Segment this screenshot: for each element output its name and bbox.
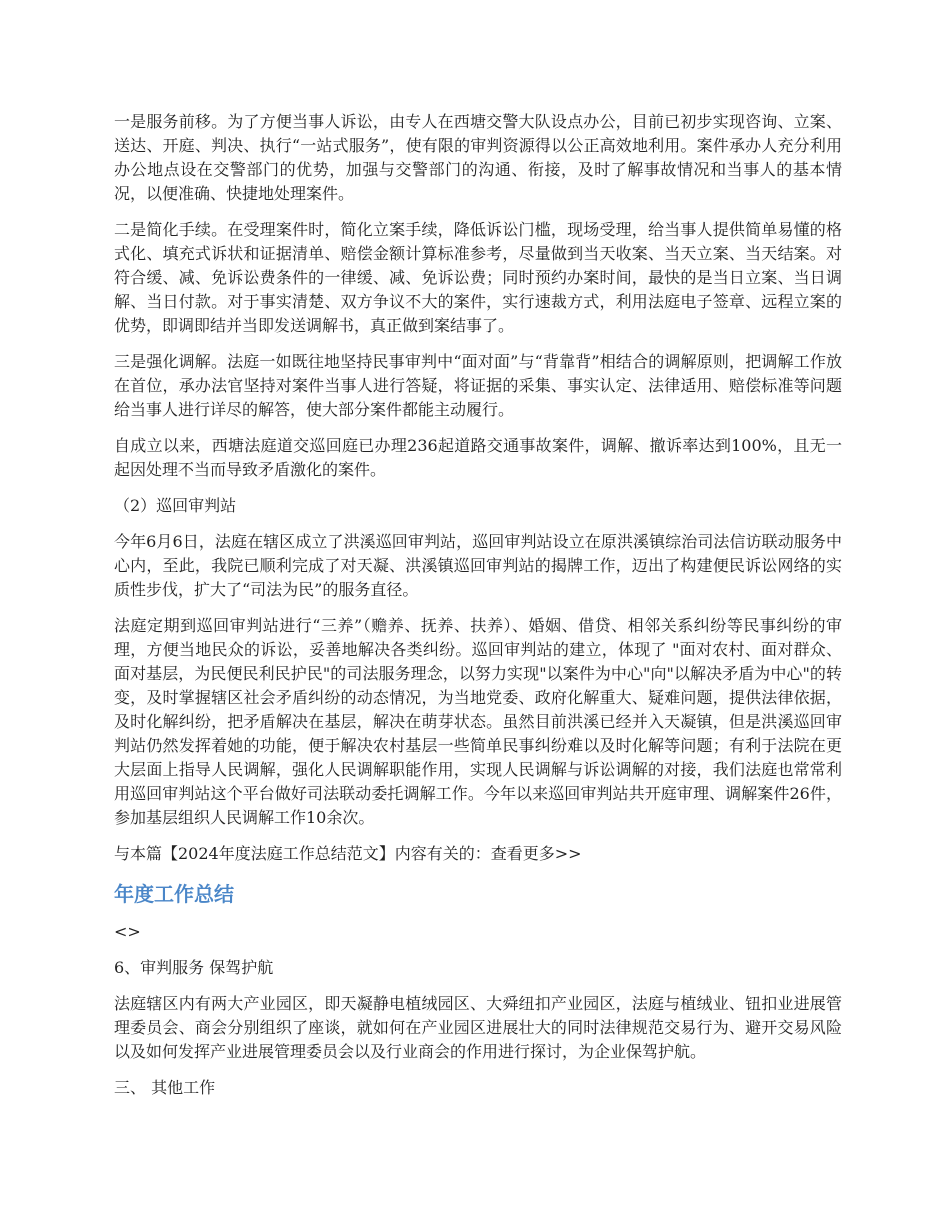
subheading-trial-service: 6、审判服务 保驾护航 [114,958,274,977]
paragraph-service-forward: 一是服务前移。为了方便当事人诉讼，由专人在西塘交警大队设点办公，目前已初步实现咨询、立案、送达、开庭、判决、执行“一站式服务”，使有限的审判资源得以公正高效地利用。案件承办人充分利用办公地点设在交警部门的优势，加强与交警部门的沟通、衔接，及时了解事故情况和当事人的基本情况，以便准确、快捷地处理案件。 [114,112,842,203]
placeholder-line: <> [114,922,141,941]
paragraph-simplify-procedures: 二是简化手续。在受理案件时，简化立案手续，降低诉讼门槛，现场受理，给当事人提供简单易懂的格式化、填充式诉状和证据清单、赔偿金额计算标准参考，尽量做到当天收案、当天立案、当天结案。对符合缓、减、免诉讼费条件的一律缓、减、免诉讼费；同时预约办案时间，最快的是当日立案、当日调解、当日付款。对于事实清楚、双方争议不大的案件，实行速裁方式，利用法庭电子签章、远程立案的优势，即调即结并当即发送调解书，真正做到案结事了。 [114,220,842,335]
paragraph-strengthen-mediation: 三是强化调解。法庭一如既往地坚持民事审判中“面对面”与“背靠背”相结合的调解原则，把调解工作放在首位，承办法官坚持对案件当事人进行答疑，将证据的采集、事实认定、法律适用、赔偿标准等问题给当事人进行详尽的解答，使大部分案件都能主动履行。 [114,352,842,419]
paragraph-since-establishment: 自成立以来，西塘法庭道交巡回庭已办理236起道路交通事故案件，调解、撤诉率达到100%，且无一起因处理不当而导致矛盾激化的案件。 [114,436,842,479]
document-page [114,110,842,1112]
section-heading-annual-summary[interactable]: 年度工作总结 [114,882,234,906]
paragraph-circuit-trials: 法庭定期到巡回审判站进行“三养”（赡养、抚养、扶养）、婚姻、借贷、相邻关系纠纷等民事纠纷的审理，方便当地民众的诉讼，妥善地解决各类纠纷。巡回审判站的建立，体现了 "面对农村、面对群众、面对基层，为民便民利民护民"的司法服务理念，以努力实现"以案件为中心"向"以解决矛盾为中心"的转变，及时掌握辖区社会矛盾纠纷的动态情况，为当地党委、政府化解重大、疑难问题，提供法律依据，及时化解纠纷，把矛盾解决在基层，解决在萌芽状态。虽然目前洪溪已经并入天凝镇，但是洪溪巡回审判站仍然发挥着她的功能，便于解决农村基层一些简单民事纠纷难以及时化解等问题；有利于法院在更大层面上指导人民调解，强化人民调解职能作用，实现人民调解与诉讼调解的对接，我们法庭也常常利用巡回审判站这个平台做好司法联动委托调解工作。今年以来巡回审判站共开庭审理、调解案件26件，参加基层组织人民调解工作10余次。 [114,616,842,827]
subheading-circuit-station: （2）巡回审判站 [114,496,237,515]
related-articles-link[interactable]: 与本篇【2024年度法庭工作总结范文】内容有关的：查看更多>> [114,844,582,863]
paragraph-industrial-parks: 法庭辖区内有两大产业园区，即天凝静电植绒园区、大舜纽扣产业园区，法庭与植绒业、钮扣业进展管理委员会、商会分别组织了座谈，就如何在产业园区进展壮大的同时法律规范交易行为、避开交易风险以及如何发挥产业进展管理委员会以及行业商会的作用进行探讨，为企业保驾护航。 [114,994,842,1061]
related-articles-line[interactable] [114,842,842,866]
subheading-other-work: 三、 其他工作 [114,1078,216,1097]
paragraph-hongxi-station: 今年6月6日，法庭在辖区成立了洪溪巡回审判站，巡回审判站设立在原洪溪镇综治司法信访联动服务中心内，至此，我院已顺利完成了对天凝、洪溪镇巡回审判站的揭牌工作，迈出了构建便民诉讼网络的实质性步伐，扩大了“司法为民”的服务直径。 [114,532,842,599]
